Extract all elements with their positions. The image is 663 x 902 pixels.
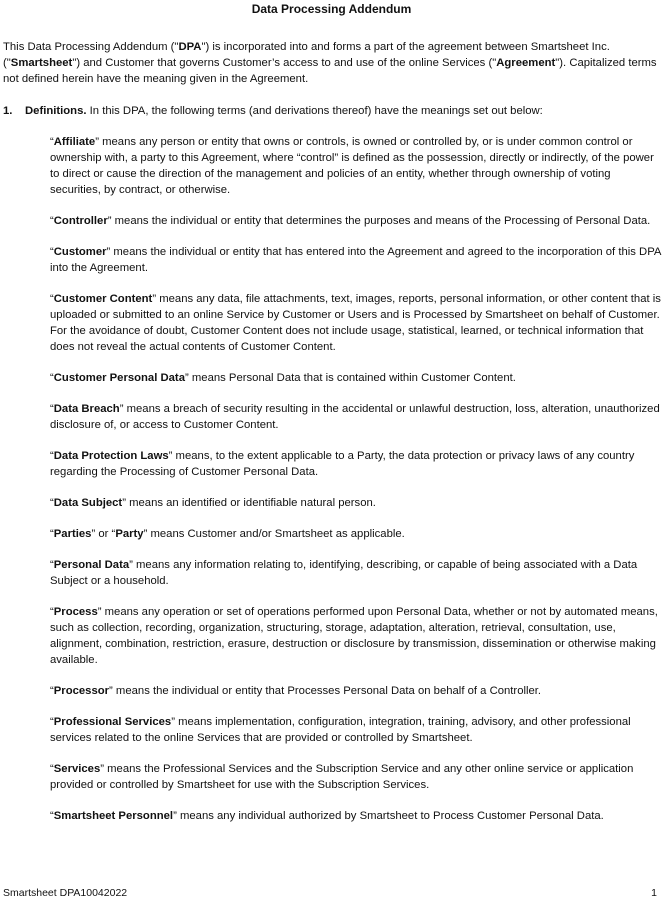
intro-text-3: ") and Customer that governs Customer’s access to and use of the online Services (" <box>72 57 497 69</box>
definition-term: Customer <box>53 246 107 258</box>
definition-term: Personal Data <box>53 559 130 571</box>
definition-term: Data Breach <box>53 403 120 415</box>
definition-parties: “Parties” or “Party” means Customer and/or Smartsheet as applicable. <box>50 528 405 540</box>
definition-customer-content: “Customer Content” means any data, file attachments, text, images, reports, personal information, or other content that is uploaded or submitted to an online Service by Customer or Users and is Processed by Smartsheet on behalf of Customer. For the avoidance of doubt, Customer Content does not include usage, statistical, learned, or technical information that does not reveal the actual contents of Customer Content. <box>50 293 661 353</box>
definition-text: ” means the individual or entity that has entered into the Agreement and agreed to the incorporation of this DPA into the Agreement. <box>50 246 661 274</box>
definition-term: Data Protection Laws <box>53 450 169 462</box>
intro-term-dpa: DPA <box>178 41 202 53</box>
definition-term: Services <box>53 763 101 775</box>
definition-text: ” means any information relating to, identifying, describing, or capable of being associated with a Data Subject or a household. <box>50 559 638 587</box>
definition-data-subject: “Data Subject” means an identified or identifiable natural person. <box>50 497 376 509</box>
definition-text: ” means the individual or entity that determines the purposes and means of the Processing of Personal Data. <box>107 215 651 227</box>
definition-text: ” means any person or entity that owns or controls, is owned or controlled by, or is under common control or ownership with, a party to this Agreement, where “control” is defined as the possession, directly or indirectly, of the power to direct or cause the direction of the management and policies of an entity, whether through ownership of voting securities, by contract, or otherwise. <box>50 136 654 196</box>
footer-document-id: Smartsheet DPA10042022 <box>3 887 128 899</box>
definition-text: ” means an identified or identifiable natural person. <box>122 497 376 509</box>
definition-text: ” means any operation or set of operations performed upon Personal Data, whether or not by automated means, such as collection, recording, organization, structuring, storage, adaptation, alteration, retrieval, consultation, use, alignment, combination, restriction, erasure, destruction or disclosure by transmission, dissemination or otherwise making available. <box>50 606 658 666</box>
definition-term: Controller <box>53 215 108 227</box>
definition-text: ” means Personal Data that is contained within Customer Content. <box>184 372 516 384</box>
definition-term-alt: Party <box>115 528 144 540</box>
definition-term: Data Subject <box>53 497 123 509</box>
section-label: Definitions. <box>25 105 87 117</box>
intro-text-2: ") is incorporated into and forms a part of the agreement between Smartsheet Inc. (" <box>3 41 610 69</box>
definition-affiliate: “Affiliate” means any person or entity that owns or controls, is owned or controlled by, or is under common control or ownership with, a party to this Agreement, where “control” is defined as the possession, directly or indirectly, of the power to direct or cause the direction of the management and policies of an entity, whether through ownership of voting securities, by contract, or otherwise. <box>50 136 654 196</box>
definition-text: ” means any individual authorized by Smartsheet to Process Customer Personal Data. <box>173 810 604 822</box>
definition-text: ” means any data, file attachments, text, images, reports, personal information, or other content that is uploaded or submitted to an online Service by Customer or Users and is Processed by Smartsheet on behalf of Customer. For the avoidance of doubt, Customer Content does not include usage, statistical, learned, or technical information that does not reveal the actual contents of Customer Content. <box>50 293 661 353</box>
definition-text: ” means a breach of security resulting in the accidental or unlawful destruction, loss, alteration, unauthorized disclosure of, or access to Customer Content. <box>50 403 660 431</box>
definition-professional-services: “Professional Services” means implementation, configuration, integration, training, advisory, and other professional services related to the online Services that are provided or controlled by Smartsheet. <box>50 716 631 744</box>
definition-services: “Services” means the Professional Services and the Subscription Service and any other online service or application provided or controlled by Smartsheet for use with the Subscription Services. <box>50 763 634 791</box>
section-heading <box>3 103 661 119</box>
intro-term-smartsheet: Smartsheet <box>10 57 73 69</box>
definition-text: ” means, to the extent applicable to a Party, the data protection or privacy laws of any country regarding the Processing of Customer Personal Data. <box>50 450 635 478</box>
intro-text-1: This Data Processing Addendum (" <box>3 41 179 53</box>
intro-paragraph <box>3 39 661 87</box>
definition-term: Customer Content <box>53 293 153 305</box>
definition-data-protection-laws: “Data Protection Laws” means, to the extent applicable to a Party, the data protection or privacy laws of any country regarding the Processing of Customer Personal Data. <box>50 450 635 478</box>
definition-text: ” means the Professional Services and the Subscription Service and any other online service or application provided or controlled by Smartsheet for use with the Subscription Services. <box>50 763 634 791</box>
definition-customer: “Customer” means the individual or entity that has entered into the Agreement and agreed to the incorporation of this DPA into the Agreement. <box>50 246 661 274</box>
definition-smartsheet-personnel: “Smartsheet Personnel” means any individual authorized by Smartsheet to Process Customer Personal Data. <box>50 810 604 822</box>
definition-customer-personal-data: “Customer Personal Data” means Personal Data that is contained within Customer Content. <box>50 372 516 384</box>
intro-text-4: "). Capitalized terms not defined herein have the meaning given in the Agreement. <box>3 57 657 85</box>
definition-text: ” means Customer and/or Smartsheet as applicable. <box>143 528 405 540</box>
intro-term-agreement: Agreement <box>496 57 556 69</box>
document-title: Data Processing Addendum <box>251 2 412 16</box>
definition-data-breach: “Data Breach” means a breach of security resulting in the accidental or unlawful destruction, loss, alteration, unauthorized disclosure of, or access to Customer Content. <box>50 403 660 431</box>
section-intro-text: In this DPA, the following terms (and derivations thereof) have the meanings set out below: <box>86 105 543 117</box>
definition-text: ” means implementation, configuration, integration, training, advisory, and other professional services related to the online Services that are provided or controlled by Smartsheet. <box>50 716 631 744</box>
definition-personal-data: “Personal Data” means any information relating to, identifying, describing, or capable of being associated with a Data Subject or a household. <box>50 559 638 587</box>
definition-text: ” means the individual or entity that Processes Personal Data on behalf of a Controller. <box>109 685 542 697</box>
definition-term: Process <box>53 606 98 618</box>
definition-term: Smartsheet Personnel <box>53 810 174 822</box>
definition-term: Professional Services <box>53 716 172 728</box>
section-number: 1. <box>3 105 13 117</box>
definition-term: Customer Personal Data <box>53 372 185 384</box>
definition-process: “Process” means any operation or set of operations performed upon Personal Data, whether or not by automated means, such as collection, recording, organization, structuring, storage, adaptation, alteration, retrieval, consultation, use, alignment, combination, restriction, erasure, destruction or disclosure by transmission, dissemination or otherwise making available. <box>50 606 658 666</box>
definition-term: Parties <box>53 528 92 540</box>
definition-processor: “Processor” means the individual or entity that Processes Personal Data on behalf of a Controller. <box>50 685 542 697</box>
definition-term: Processor <box>53 685 110 697</box>
footer-page-number: 1 <box>651 887 657 899</box>
definition-controller: “Controller” means the individual or entity that determines the purposes and means of the Processing of Personal Data. <box>50 215 651 227</box>
definition-term: Affiliate <box>53 136 96 148</box>
definitions-list <box>50 134 661 839</box>
definition-connector: ” or “ <box>91 528 116 540</box>
